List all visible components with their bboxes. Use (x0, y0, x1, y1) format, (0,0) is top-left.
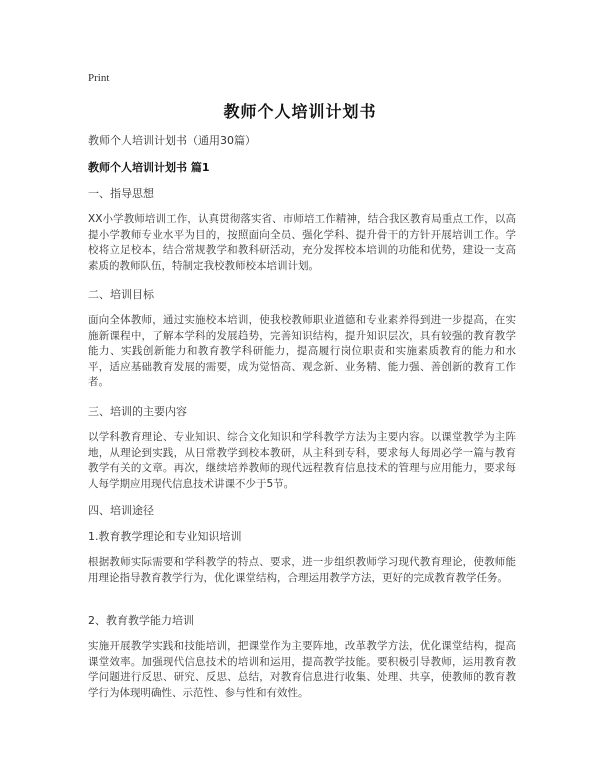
paragraph-guiding-thought: XX小学教师培训工作，认真贯彻落实省、市师培工作精神，结合我区教育局重点工作，以高提小学教师专业水平为目的，按照面向全员、强化学科、提升骨干的方针开展培训工作。学校将立足校本，结合常规教学和教科研活动，充分发挥校本培训的功能和优势，建设一支高素质的教师队伍，特制定我校教师校本培训计划。 (88, 213, 516, 272)
paragraph-training-goals: 面向全体教师，通过实施校本培训，使我校教师职业道德和专业素养得到进一步提高，在实施新课程中，了解本学科的发展趋势，完善知识结构，提升知识层次，具有较强的教育教学能力、实践创新能力和教育教学科研能力，提高履行岗位职责和实施素质教育的能力和水平，适应基础教育发展的需要，成为觉悟高、观念新、业务精、能力强、善创新的教育工作者。 (88, 314, 516, 388)
heading-training-methods: 四、培训途径 (88, 504, 154, 517)
section-title: 教师个人培训计划书 篇1 (88, 161, 210, 174)
heading-training-goals: 二、培训目标 (88, 288, 154, 301)
paragraph-main-content: 以学科教育理论、专业知识、综合文化知识和学科教学方法为主要内容。以课堂教学为主阵地，从理论到实践，从日常教学到校本教研，从主科到专科，要求每人每周必学一篇与教育教学有关的文章。再次，继续培养教师的现代远程教育信息技术的管理与应用能力，要求每人每学期应用现代信息技术讲课不少于5节。 (88, 431, 516, 490)
heading-ability-training: 2、教育教学能力培训 (88, 614, 194, 627)
heading-theory-training: 1.教育教学理论和专业知识培训 (88, 530, 242, 543)
heading-guiding-thought: 一、指导思想 (88, 187, 154, 200)
heading-main-content: 三、培训的主要内容 (88, 405, 187, 418)
document-title: 教师个人培训计划书 (223, 102, 377, 121)
document-subtitle: 教师个人培训计划书（通用30篇） (88, 134, 256, 147)
paragraph-ability-training: 实施开展教学实践和技能培训，把课堂作为主要阵地，改革教学方法，优化课堂结构，提高课堂效率。加强现代信息技术的培训和运用，提高教学技能。要积极引导教师，运用教育教学问题进行反思、研究、反思、总结，对教育信息进行收集、处理、共享，使教师的教育教学行为体现明确性、示范性、参与性和有效性。 (88, 640, 516, 699)
paragraph-theory-training: 根据教师实际需要和学科教学的特点、要求，进一步组织教师学习现代教育理论，使教师能用理论指导教育教学行为，优化课堂结构，合理运用教学方法，更好的完成教育教学任务。 (88, 556, 516, 584)
print-link[interactable]: Print (88, 72, 110, 84)
